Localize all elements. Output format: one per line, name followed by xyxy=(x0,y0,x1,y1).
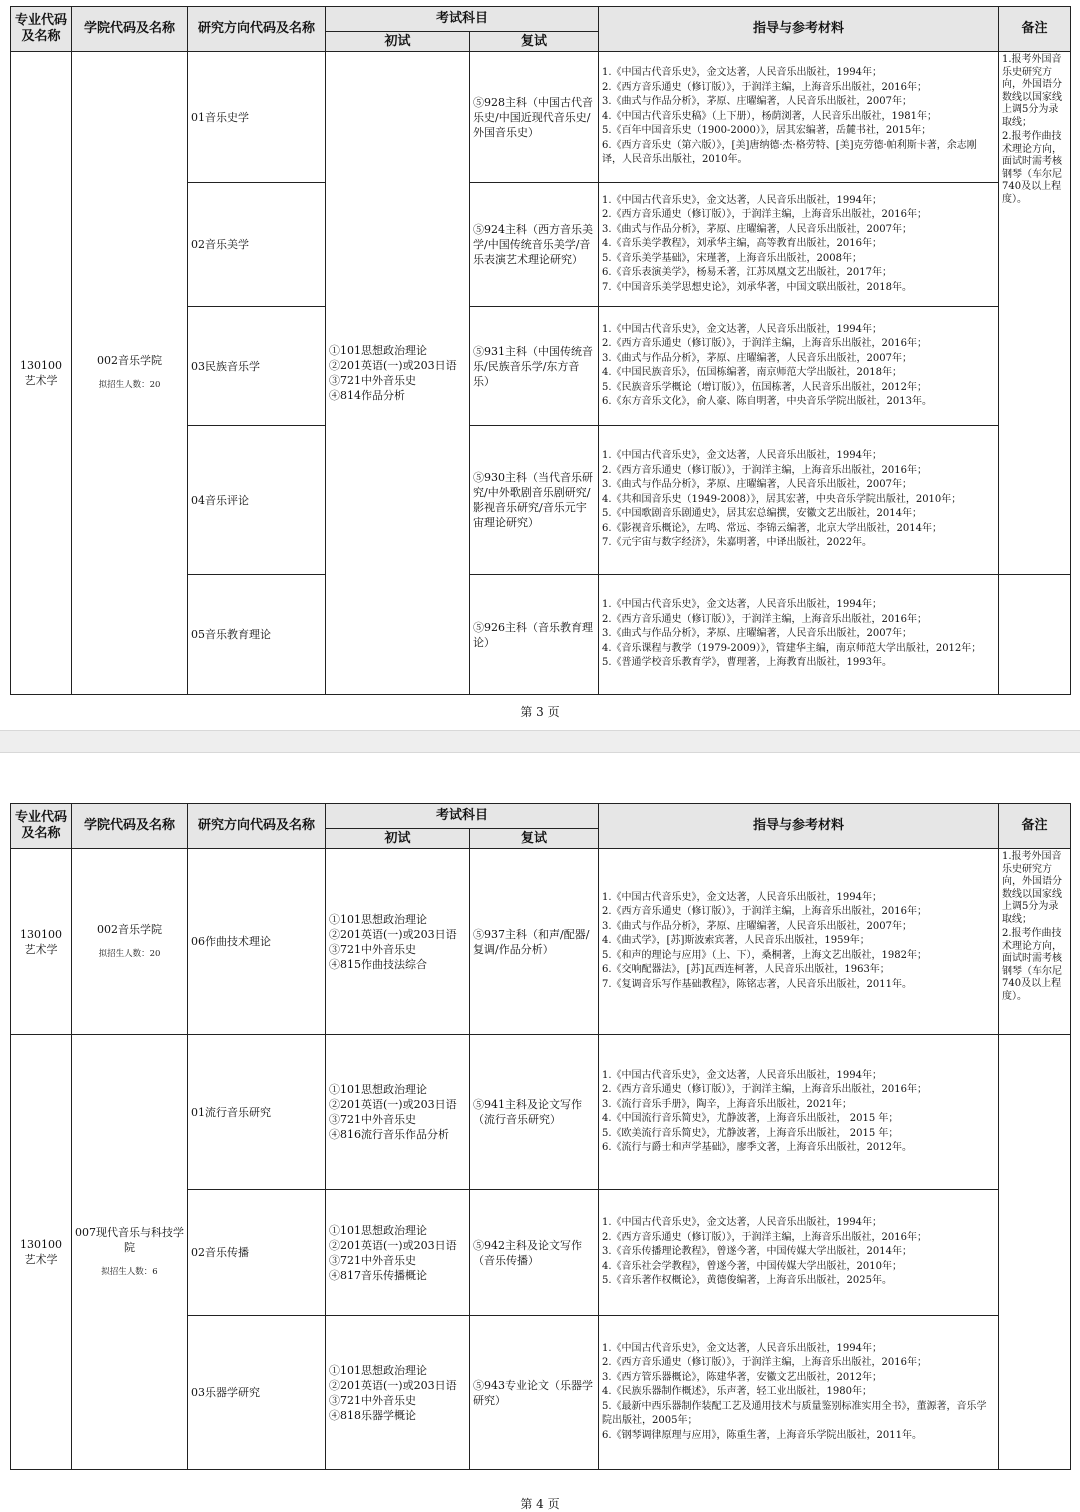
exam-item: ③721中外音乐史 xyxy=(329,1113,416,1126)
ref-item: 2.《西方音乐通史（修订版）》，于润洋主编，上海音乐出版社，2016年； xyxy=(602,906,928,918)
table-row xyxy=(11,849,1071,1035)
exam-item: ④818乐器学概论 xyxy=(329,1408,416,1422)
college-name: 002音乐学院 xyxy=(97,922,162,936)
header-refs: 指导与参考材料 xyxy=(599,804,999,849)
ref-item: 2.《西方音乐通史（修订版）》，于润洋主编，上海音乐出版社，2016年； xyxy=(602,613,928,625)
direction-cell: 02音乐传播 xyxy=(188,1190,326,1316)
retest-cell: ⑤924主科（西方音乐美学/中国传统音乐美学/音乐表演艺术理论研究） xyxy=(470,183,599,307)
ref-item: 7.《元宇宙与数字经济》，朱嘉明著，中译出版社，2022年。 xyxy=(602,537,873,549)
note-item: 1.报考外国音乐史研究方向，外国语分数线以国家线上调5分为录取线； xyxy=(1002,54,1063,128)
refs-cell xyxy=(599,426,999,575)
exam-item: ①101思想政治理论 xyxy=(329,912,427,926)
note-item: 2.报考作曲技术理论方向，面试时需考核钢琴（车尔尼740及以上程度）。 xyxy=(1002,928,1063,1002)
header-note: 备注 xyxy=(999,7,1071,52)
exam-item: ③721中外音乐史 xyxy=(329,1393,416,1407)
header-college: 学院代码及名称 xyxy=(72,804,188,849)
header-retest: 复试 xyxy=(470,829,599,849)
exam-item: ②201英语(一)或203日语 xyxy=(329,1238,457,1252)
exam-item: ③721中外音乐史 xyxy=(329,1253,416,1267)
quota-text: 拟招生人数：20 xyxy=(98,948,161,959)
ref-item: 5.《普通学校音乐教育学》，曹理著，上海教育出版社，1993年。 xyxy=(602,657,893,669)
ref-item: 1.《中国古代音乐史》，金文达著，人民音乐出版社，1994年； xyxy=(602,891,883,903)
refs-cell xyxy=(599,183,999,307)
direction-cell: 01流行音乐研究 xyxy=(188,1035,326,1190)
ref-item: 4.《音乐社会学教程》，曾遂今著，中国传媒大学出版社，2010年； xyxy=(602,1260,903,1272)
college-name: 007现代音乐与科技学院 xyxy=(75,1225,184,1254)
initial-exam-cell xyxy=(326,52,470,695)
ref-item: 5.《中国歌剧音乐剧通史》，居其宏总编撰，安徽文艺出版社，2014年； xyxy=(602,508,923,520)
exam-item: ①101思想政治理论 xyxy=(329,1363,427,1377)
ref-item: 6.《交响配器法》，[苏]瓦西连柯著，人民音乐出版社，1963年； xyxy=(602,964,890,976)
table-row xyxy=(11,1035,1071,1190)
header-major: 专业代码及名称 xyxy=(11,7,72,52)
retest-cell: ⑤941主科及论文写作（流行音乐研究） xyxy=(470,1035,599,1190)
ref-item: 1.《中国古代音乐史》，金文达著，人民音乐出版社，1994年； xyxy=(602,67,883,79)
ref-item: 3.《曲式与作品分析》，茅原、庄曜编著，人民音乐出版社，2007年； xyxy=(602,920,913,932)
direction-cell: 05音乐教育理论 xyxy=(188,575,326,695)
header-exam: 考试科目 xyxy=(326,804,599,829)
header-college: 学院代码及名称 xyxy=(72,7,188,52)
ref-item: 5.《音乐著作权概论》，黄德俊编著，上海音乐出版社，2025年。 xyxy=(602,1275,893,1287)
direction-cell: 01音乐史学 xyxy=(188,52,326,183)
exam-item: ④814作品分析 xyxy=(329,389,405,402)
retest-cell: ⑤930主科（当代音乐研究/中外歌剧音乐剧研究/影视音乐研究/音乐元宇宙理论研究） xyxy=(470,426,599,575)
ref-item: 1.《中国古代音乐史》，金文达著，人民音乐出版社，1994年； xyxy=(602,323,883,335)
exam-item: ④817音乐传播概论 xyxy=(329,1268,427,1282)
college-name: 002音乐学院 xyxy=(97,354,162,367)
ref-item: 6.《东方音乐文化》，俞人豪、陈自明著，中央音乐学院出版社，2013年。 xyxy=(602,396,933,407)
retest-cell: ⑤943专业论文（乐器学研究） xyxy=(470,1316,599,1470)
ref-item: 5.《民族音乐学概论（增订版）》，伍国栋著，人民音乐出版社，2012年； xyxy=(602,381,928,393)
note-item: 2.报考作曲技术理论方向，面试时需考核钢琴（车尔尼740及以上程度）。 xyxy=(1002,131,1063,205)
direction-cell: 02音乐美学 xyxy=(188,183,326,307)
table-row xyxy=(11,52,1071,183)
note-cell-empty xyxy=(999,575,1071,695)
header-retest: 复试 xyxy=(470,32,599,52)
page-separator xyxy=(0,730,1080,753)
admissions-table-page-3 xyxy=(10,6,1071,695)
ref-item: 6.《影视音乐概论》，左鸣、常远、李锦云编著，北京大学出版社，2014年； xyxy=(602,522,943,534)
exam-item: ②201英语(一)或203日语 xyxy=(329,1378,457,1392)
header-direction: 研究方向代码及名称 xyxy=(188,7,326,52)
ref-item: 7.《中国音乐美学思想史论》，刘承华著，中国文联出版社，2018年。 xyxy=(602,281,913,293)
page-number: 第 4 页 xyxy=(520,1497,560,1511)
ref-item: 2.《西方音乐通史（修订版）》，于润洋主编，上海音乐出版社，2016年； xyxy=(602,464,928,476)
major-cell: 130100 艺术学 xyxy=(11,849,72,1035)
ref-item: 6.《流行与爵士和声学基础》，廖季文著，上海音乐出版社，2012年。 xyxy=(602,1142,913,1153)
exam-item: ①101思想政治理论 xyxy=(329,1083,427,1096)
ref-item: 3.《曲式与作品分析》，茅原、庄曜编著，人民音乐出版社，2007年； xyxy=(602,628,913,640)
ref-item: 4.《中国民族音乐》，伍国栋编著，南京师范大学出版社，2018年； xyxy=(602,367,903,378)
note-cell-empty xyxy=(999,1035,1071,1470)
refs-cell xyxy=(599,1190,999,1316)
ref-item: 2.《西方音乐通史（修订版）》，于润洋主编，上海音乐出版社，2016年； xyxy=(602,81,928,93)
ref-item: 2.《西方音乐通史（修订版）》，于润洋主编，上海音乐出版社，2016年； xyxy=(602,1357,928,1369)
refs-cell xyxy=(599,849,999,1035)
major-cell: 130100 艺术学 xyxy=(11,52,72,695)
direction-cell: 04音乐评论 xyxy=(188,426,326,575)
major-cell: 130100 艺术学 xyxy=(11,1035,72,1470)
exam-item: ①101思想政治理论 xyxy=(329,344,427,357)
ref-item: 2.《西方音乐通史（修订版）》，于润洋主编，上海音乐出版社，2016年； xyxy=(602,209,928,221)
ref-item: 7.《复调音乐写作基础教程》，陈铭志著，人民音乐出版社，2011年。 xyxy=(602,978,913,990)
initial-exam-cell xyxy=(326,1316,470,1470)
direction-cell: 06作曲技术理论 xyxy=(188,849,326,1035)
header-direction: 研究方向代码及名称 xyxy=(188,804,326,849)
college-cell xyxy=(72,52,188,695)
ref-item: 5.《和声的理论与应用》（上、下），桑桐著，上海文艺出版社，1982年； xyxy=(602,949,928,961)
exam-item: ①101思想政治理论 xyxy=(329,1223,427,1237)
direction-cell: 03乐器学研究 xyxy=(188,1316,326,1470)
refs-cell xyxy=(599,1316,999,1470)
refs-cell xyxy=(599,575,999,695)
ref-item: 3.《流行音乐手册》，陶辛，上海音乐出版社，2021年； xyxy=(602,1098,853,1110)
college-cell xyxy=(72,1035,188,1470)
ref-item: 3.《曲式与作品分析》，茅原、庄曜编著，人民音乐出版社，2007年； xyxy=(602,352,913,364)
header-major: 专业代码及名称 xyxy=(11,804,72,849)
header-note: 备注 xyxy=(999,804,1071,849)
header-exam: 考试科目 xyxy=(326,7,599,32)
ref-item: 1.《中国古代音乐史》，金文达著，人民音乐出版社，1994年； xyxy=(602,1069,883,1081)
college-cell xyxy=(72,849,188,1035)
exam-item: ④816流行音乐作品分析 xyxy=(329,1128,449,1141)
ref-item: 5.《音乐美学基础》，宋瑾著，上海音乐出版社，2008年； xyxy=(602,252,863,264)
ref-item: 4.《音乐美学教程》，刘承华主编，高等教育出版社，2016年； xyxy=(602,238,883,250)
admissions-table-page-4 xyxy=(10,803,1071,1470)
header-refs: 指导与参考材料 xyxy=(599,7,999,52)
exam-item: ③721中外音乐史 xyxy=(329,942,416,956)
ref-item: 3.《曲式与作品分析》，茅原、庄曜编著，人民音乐出版社，2007年； xyxy=(602,479,913,491)
ref-item: 6.《西方音乐史（第六版）》，[美]唐纳德·杰·格劳特、[美]克劳德·帕利斯卡著，余志刚译，人民音乐出版社，2010年。 xyxy=(602,139,977,166)
ref-item: 6.《钢琴调律原理与应用》，陈重生著，上海音乐学院出版社，2011年。 xyxy=(602,1429,923,1441)
ref-item: 1.《中国古代音乐史》，金文达著，人民音乐出版社，1994年； xyxy=(602,194,883,206)
ref-item: 4.《中国古代音乐史稿》（上下册），杨荫浏著，人民音乐出版社，1981年； xyxy=(602,110,938,122)
exam-item: ②201英语(一)或203日语 xyxy=(329,359,457,372)
ref-item: 3.《曲式与作品分析》，茅原、庄曜编著，人民音乐出版社，2007年； xyxy=(602,96,913,108)
ref-item: 1.《中国古代音乐史》，金文达著，人民音乐出版社，1994年； xyxy=(602,599,883,611)
exam-item: ②201英语(一)或203日语 xyxy=(329,927,457,941)
exam-item: ④815作曲技法综合 xyxy=(329,957,427,971)
ref-item: 4.《共和国音乐史（1949-2008）》，居其宏著，中央音乐学院出版社，2010年； xyxy=(602,493,962,505)
initial-exam-cell xyxy=(326,849,470,1035)
ref-item: 5.《欧美流行音乐简史》，尤静波著，上海音乐出版社， 2015 年； xyxy=(602,1127,899,1139)
retest-cell: ⑤942主科及论文写作（音乐传播） xyxy=(470,1190,599,1316)
refs-cell xyxy=(599,1035,999,1190)
ref-item: 5.《最新中西乐器制作装配工艺及通用技术与质量鉴别标准实用全书》，董源著，音乐学院出版社，2005年； xyxy=(602,1400,987,1427)
retest-cell: ⑤926主科（音乐教育理论） xyxy=(470,575,599,695)
note-item: 1.报考外国音乐史研究方向，外国语分数线以国家线上调5分为录取线； xyxy=(1002,851,1063,925)
ref-item: 1.《中国古代音乐史》，金文达著，人民音乐出版社，1994年； xyxy=(602,1217,883,1229)
retest-cell: ⑤937主科（和声/配器/复调/作品分析） xyxy=(470,849,599,1035)
note-cell xyxy=(999,849,1071,1035)
ref-item: 4.《曲式学》，[苏]斯波索宾著，人民音乐出版社，1959年； xyxy=(602,935,870,947)
ref-item: 2.《西方音乐通史（修订版）》，于润洋主编，上海音乐出版社，2016年； xyxy=(602,1084,928,1095)
quota-text: 拟招生人数：6 xyxy=(101,1266,158,1277)
ref-item: 3.《西方管乐器概论》，陈建华著，安徽文艺出版社，2012年； xyxy=(602,1371,883,1383)
exam-item: ③721中外音乐史 xyxy=(329,374,416,387)
ref-item: 3.《音乐传播理论教程》，曾遂今著，中国传媒大学出版社，2014年； xyxy=(602,1246,913,1258)
ref-item: 1.《中国古代音乐史》，金文达著，人民音乐出版社，1994年； xyxy=(602,1342,883,1354)
exam-item: ②201英语(一)或203日语 xyxy=(329,1098,457,1111)
page-4 xyxy=(0,753,1080,1510)
initial-exam-cell xyxy=(326,1035,470,1190)
retest-cell: ⑤928主科（中国古代音乐史/中国近现代音乐史/外国音乐史） xyxy=(470,52,599,183)
note-cell xyxy=(999,52,1071,575)
ref-item: 5.《百年中国音乐史（1900-2000）》，居其宏编著，岳麓书社，2015年； xyxy=(602,125,932,137)
ref-item: 4.《中国流行音乐简史》，尤静波著，上海音乐出版社， 2015 年； xyxy=(602,1113,899,1124)
initial-exam-cell xyxy=(326,1190,470,1316)
ref-item: 3.《曲式与作品分析》，茅原、庄曜编著，人民音乐出版社，2007年； xyxy=(602,223,913,235)
direction-cell: 03民族音乐学 xyxy=(188,307,326,426)
quota-text: 拟招生人数：20 xyxy=(98,380,161,390)
ref-item: 2.《西方音乐通史（修订版）》，于润洋主编，上海音乐出版社，2016年； xyxy=(602,1231,928,1243)
ref-item: 1.《中国古代音乐史》，金文达著，人民音乐出版社，1994年； xyxy=(602,450,883,462)
page-number: 第 3 页 xyxy=(520,705,560,719)
refs-cell xyxy=(599,52,999,183)
retest-cell: ⑤931主科（中国传统音乐/民族音乐学/东方音乐） xyxy=(470,307,599,426)
ref-item: 4.《音乐课程与教学（1979-2009）》，管建华主编，南京师范大学出版社，2012年； xyxy=(602,642,982,654)
ref-item: 4.《民族乐器制作概述》，乐声著，轻工业出版社，1980年； xyxy=(602,1386,873,1398)
ref-item: 6.《音乐表演美学》，杨易禾著，江苏凤凰文艺出版社，2017年； xyxy=(602,267,893,279)
header-initial: 初试 xyxy=(326,829,470,849)
refs-cell xyxy=(599,307,999,426)
page-3 xyxy=(0,0,1080,730)
ref-item: 2.《西方音乐通史（修订版）》，于润洋主编，上海音乐出版社，2016年； xyxy=(602,338,928,349)
header-initial: 初试 xyxy=(326,32,470,52)
